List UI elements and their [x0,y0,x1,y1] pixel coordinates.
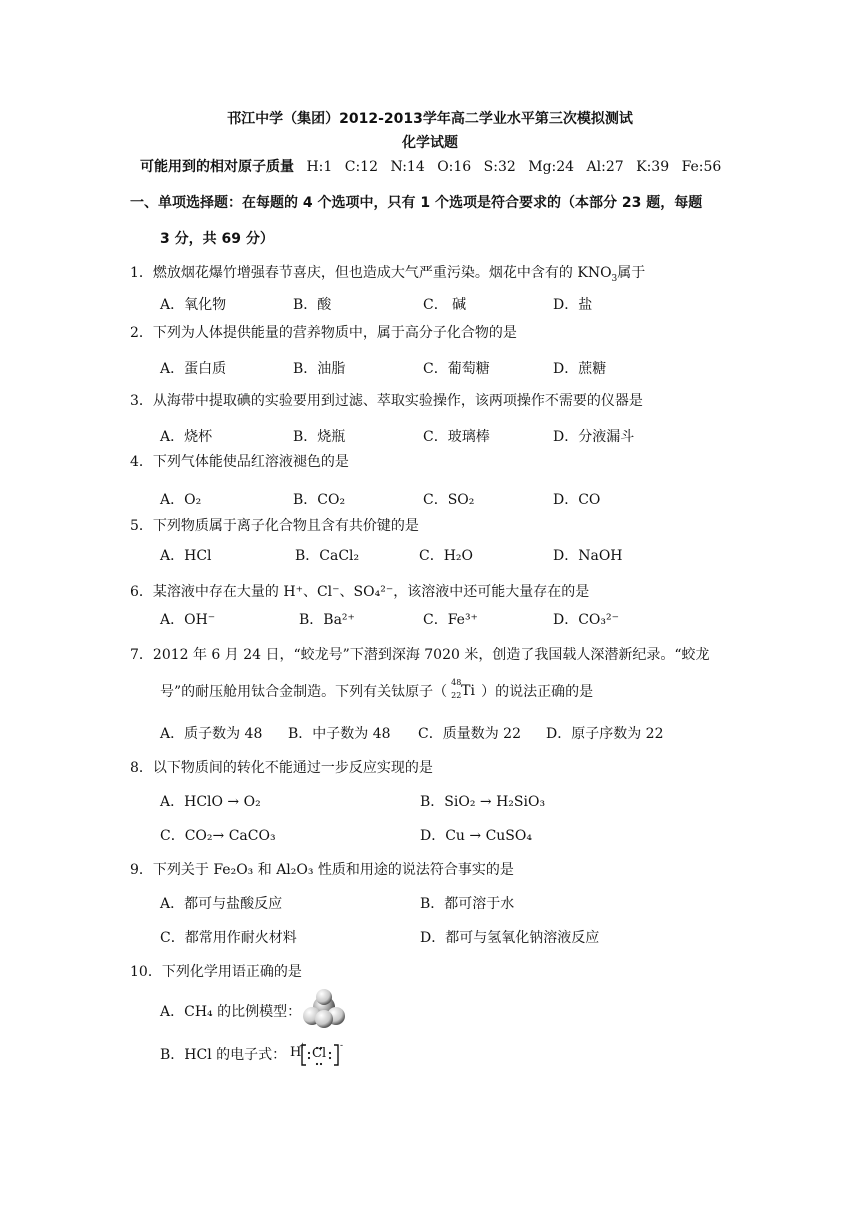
mass-value: Al:27 [586,159,624,175]
atomic-masses-label: 可能用到的相对原子质量 [140,159,294,175]
option-d: D．都可与氢氧化钠溶液反应 [420,930,600,946]
option-a: A．氧化物 [160,297,227,313]
option-d: D．蔗糖 [553,361,607,377]
option-b: B．都可溶于水 [420,896,515,912]
section-heading-line2: 3 分，共 69 分） [160,231,274,247]
option-c: C．质量数为 22 [418,726,521,742]
question-3-stem: 3．从海带中提取碘的实验要用到过滤、萃取实验操作，该两项操作不需要的仪器是 [130,393,643,409]
option-b: B．烧瓶 [293,429,346,445]
exam-subtitle: 化学试题 [402,135,458,151]
option-a: A．HCl [160,548,212,564]
option-a: A．OH⁻ [160,612,216,628]
titanium-nuclide [447,678,481,703]
question-1-text: 1．燃放烟花爆竹增强春节喜庆，但也造成大气严重污染。烟花中含有的 KNO [130,265,612,281]
mass-value: N:14 [390,159,425,175]
option-a: A．CH₄ 的比例模型： [160,1004,302,1020]
question-7-text: 号”的耐压舱用钛合金制造。下列有关钛原子（ [160,684,448,700]
atomic-masses-line [140,156,721,176]
mass-value: O:16 [437,159,472,175]
question-7-stem-line2 [160,678,594,703]
option-c: C．玻璃棒 [423,429,490,445]
option-c: C．SO₂ [423,492,475,508]
option-a: A．都可与盐酸反应 [160,896,283,912]
option-d: D．原子序数为 22 [546,726,664,742]
option-d: D．NaOH [553,548,623,564]
option-d: D．CO [553,492,601,508]
mass-value: S:32 [483,159,516,175]
option-b: B．HCl 的电子式： [160,1047,287,1063]
mass-value: H:1 [306,159,333,175]
option-c: C．葡萄糖 [423,361,490,377]
option-d: D．分液漏斗 [553,429,635,445]
question-2-stem: 2．下列为人体提供能量的营养物质中，属于高分子化合物的是 [130,325,517,341]
question-4-stem: 4．下列气体能使品红溶液褪色的是 [130,454,349,470]
chlorine-symbol: Cl [312,1046,327,1061]
option-b: B．中子数为 48 [288,726,391,742]
question-8-stem: 8．以下物质间的转化不能通过一步反应实现的是 [130,760,433,776]
option-a: A．质子数为 48 [160,726,263,742]
option-b: B．油脂 [293,361,346,377]
mass-value: K:39 [636,159,670,175]
question-9-stem: 9．下列关于 Fe₂O₃ 和 Al₂O₃ 性质和用途的说法符合事实的是 [130,862,514,878]
option-a: A．HClO → O₂ [160,794,261,810]
option-c: C．H₂O [419,548,474,564]
option-a: A．蛋白质 [160,361,227,377]
question-6-stem: 6．某溶液中存在大量的 H⁺、Cl⁻、SO₄²⁻，该溶液中还可能大量存在的是 [130,584,590,600]
option-b: B．酸 [293,297,332,313]
option-b: B．Ba²⁺ [299,612,355,628]
question-1-stem [130,262,645,284]
option-c: C．Fe³⁺ [423,612,478,628]
option-d: D．盐 [553,297,593,313]
option-b: B．CO₂ [293,492,346,508]
minus-charge: - [340,1041,344,1051]
option-b: B．CaCl₂ [295,548,360,564]
hydrogen-symbol: H [290,1045,302,1060]
question-1-subscript: 3 [611,273,618,284]
question-10-stem: 10．下列化学用语正确的是 [130,964,302,980]
mass-value: Fe:56 [681,159,722,175]
exam-title: 邗江中学（集团）2012-2013学年高二学业水平第三次模拟测试 [227,111,633,127]
mass-value: C:12 [344,159,378,175]
question-1-tail: 属于 [617,265,646,281]
option-c: C． 碱 [423,297,467,313]
option-d: D．Cu → CuSO₄ [420,828,532,844]
section-heading-line1: 一、单项选择题：在每题的 4 个选项中，只有 1 个选项是符合要求的（本部分 23 题，每题 [130,195,703,211]
question-7-stem-line1: 7．2012 年 6 月 24 日，“蛟龙号”下潜到深海 7020 米，创造了我国载人深潜新纪录。“蛟龙 [130,647,710,663]
option-d: D．CO₃²⁻ [553,612,620,628]
hcl-electron-formula [290,1041,350,1069]
mass-number: 48 [451,678,462,687]
mass-value: Mg:24 [528,159,575,175]
atomic-number: 22 [451,691,462,700]
option-b: B．SiO₂ → H₂SiO₃ [420,794,546,810]
question-5-stem: 5．下列物质属于离子化合物且含有共价键的是 [130,518,419,534]
option-a: A．烧杯 [160,429,213,445]
plus-charge: + [299,1041,306,1050]
option-c: C．都常用作耐火材料 [160,930,297,946]
methane-space-filling-model-icon [300,989,348,1029]
option-a: A．O₂ [160,492,202,508]
question-7-tail: ）的说法正确的是 [481,684,594,700]
element-symbol: Ti [461,683,475,699]
option-c: C．CO₂→ CaCO₃ [160,828,276,844]
